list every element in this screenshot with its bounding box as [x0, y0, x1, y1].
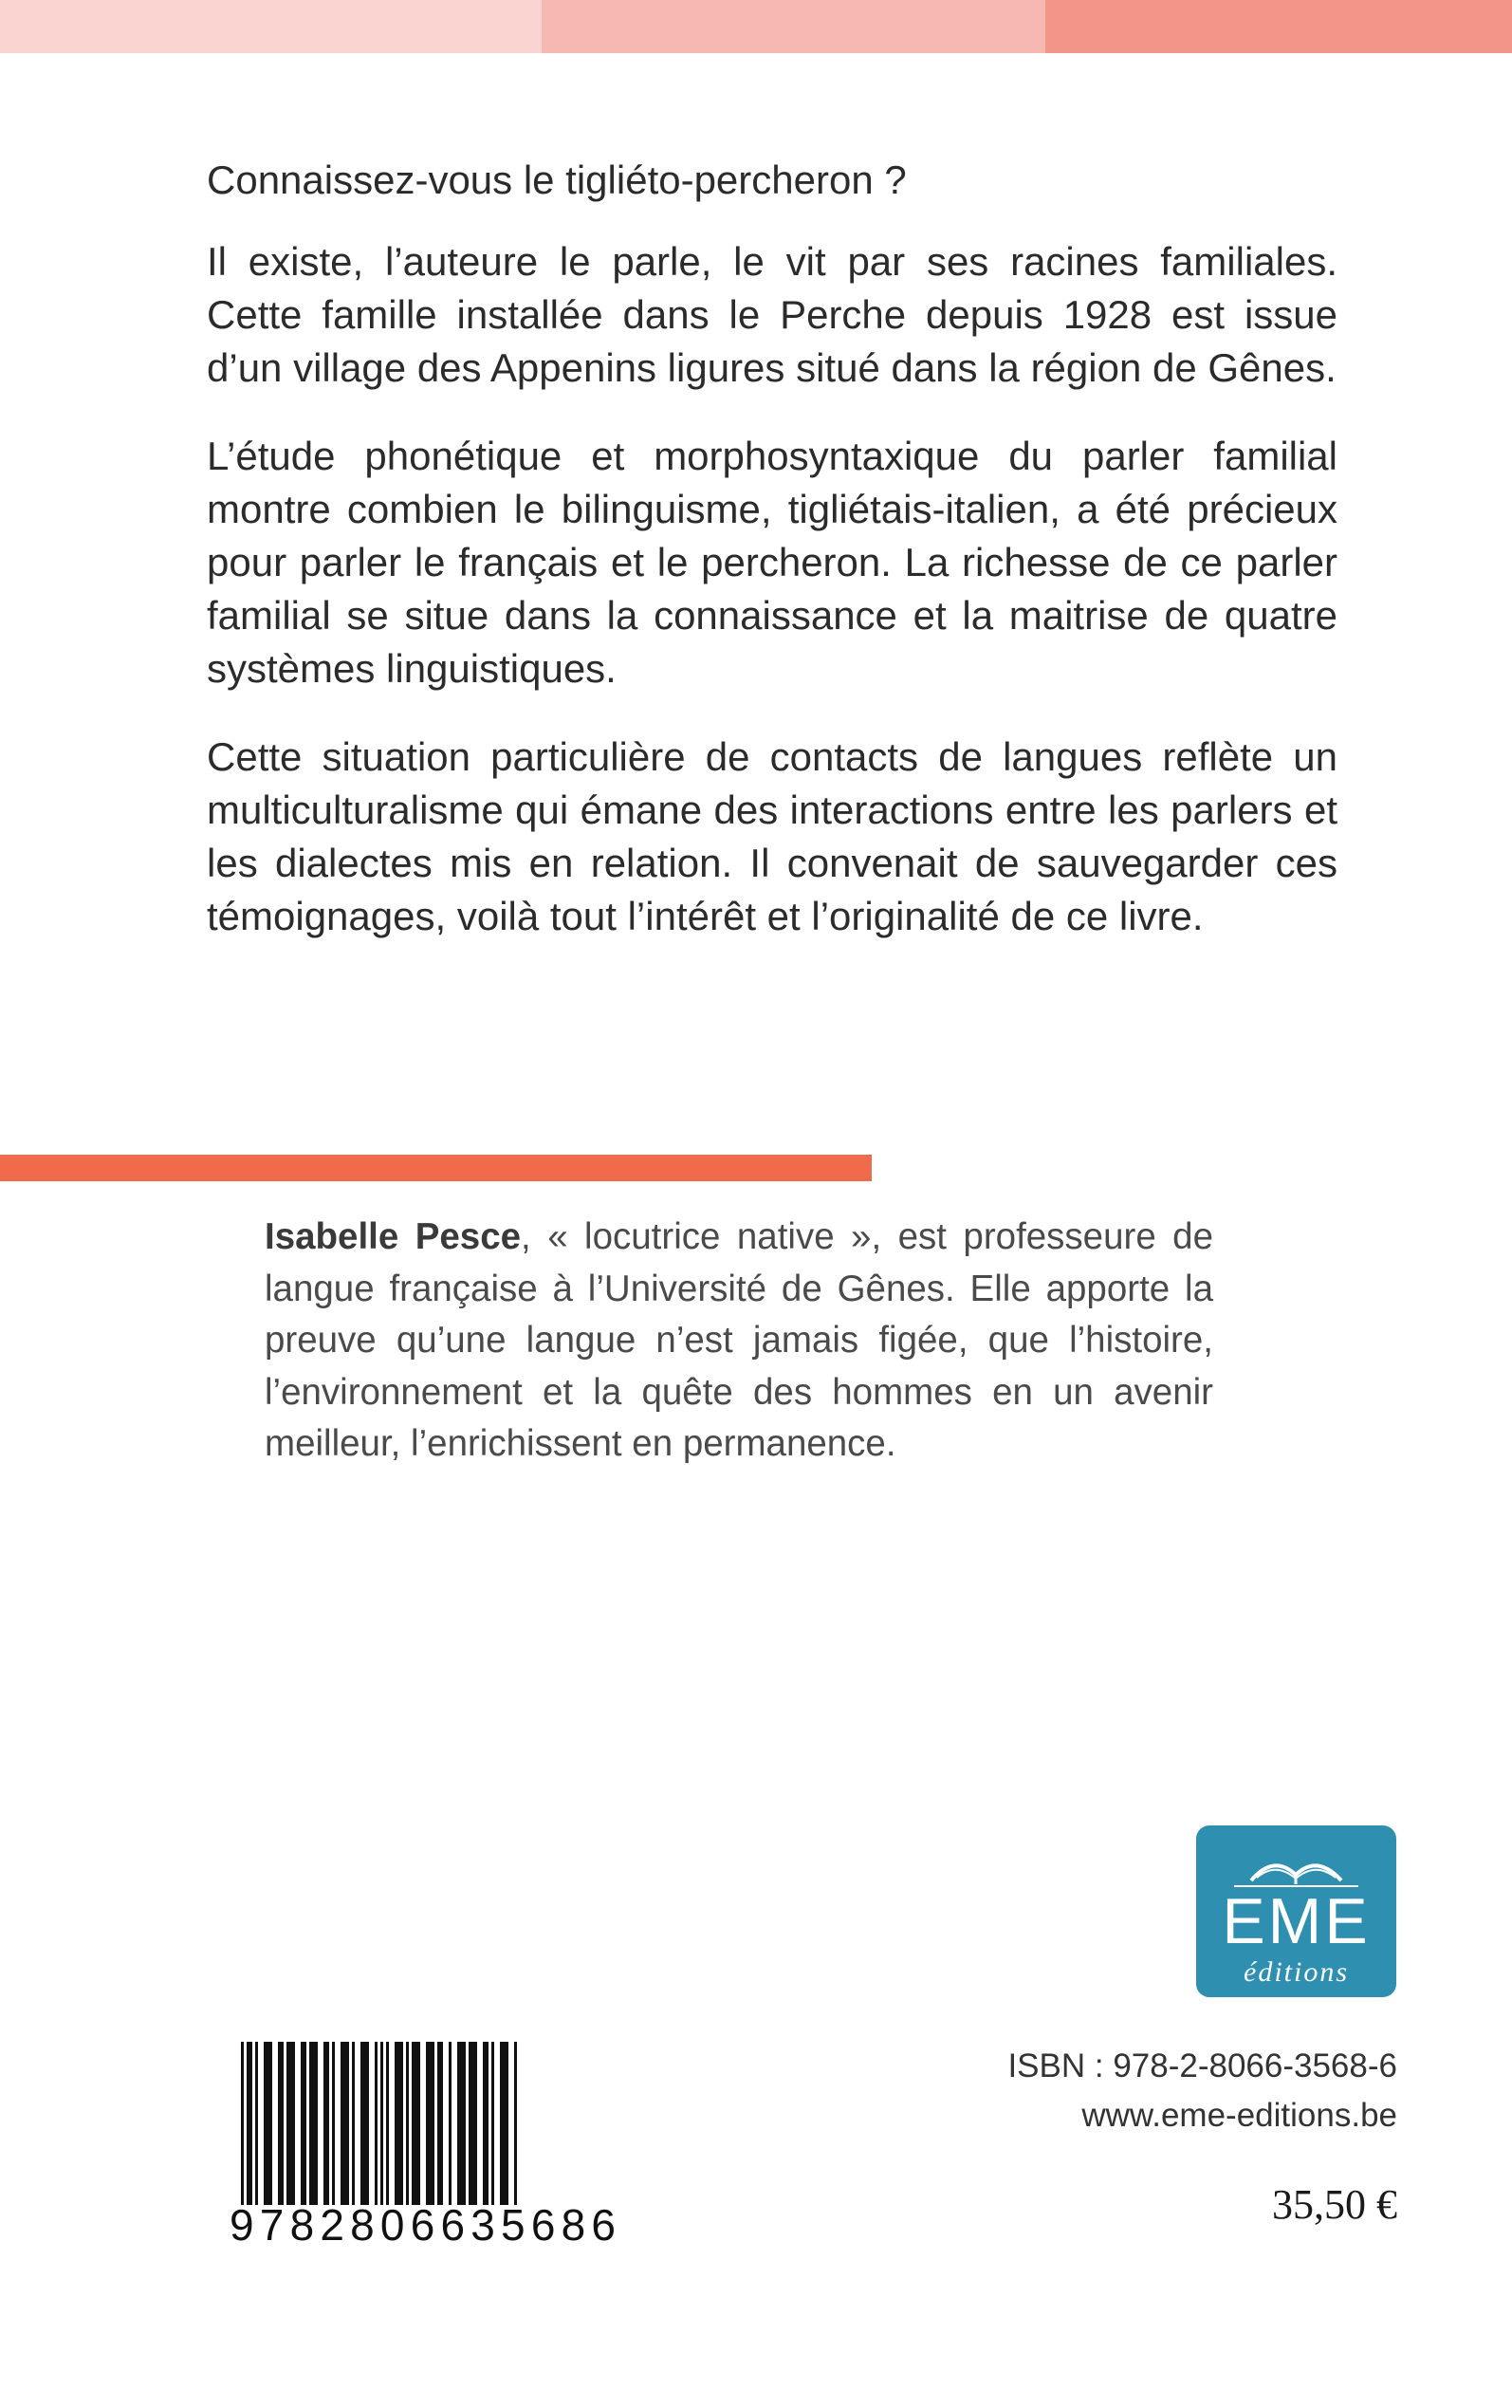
barcode-bar [241, 2042, 244, 2205]
publisher-logo-name: EME [1222, 1885, 1371, 1957]
top-band-light [0, 0, 542, 53]
barcode-bar [449, 2042, 452, 2205]
barcode-bar [286, 2042, 295, 2205]
section-divider [0, 1155, 872, 1181]
blurb-paragraph-situation: Cette situation particulière de contacts de langues reflète un multiculturalisme qui émane des interactions entre les parlers et les dialectes mis en relation. Il convenait de sauvegarder ces témoignages, voilà tout l’intérêt et l’originalité de ce livre. [207, 734, 1337, 938]
barcode-bar [500, 2042, 508, 2205]
isbn-text: ISBN : 978-2-8066-3568-6 [1007, 2047, 1397, 2084]
barcode [232, 2042, 631, 2213]
barcode-bar [491, 2042, 494, 2205]
top-band-medium [542, 0, 1045, 53]
barcode-bar [247, 2042, 252, 2205]
blurb-paragraph-study: L’étude phonétique et morphosyntaxique du parler familial montre combien le bilinguisme, tigliétais-italien, a été précieux pour parler le français et le percheron. La richesse de ce parler familial se situe dans la connaissance et la maitrise de quatre systèmes linguistiques. [207, 434, 1337, 691]
website-text: www.eme-editions.be [1081, 2097, 1397, 2134]
barcode-bar [426, 2042, 434, 2205]
barcode-bar [457, 2042, 466, 2205]
back-cover-blurb [207, 154, 1337, 978]
barcode-bar [341, 2042, 349, 2205]
barcode-bar [386, 2042, 389, 2205]
blurb-paragraph-origin: Il existe, l’auteure le parle, le vit par ses racines familiales. Cette famille installée dans le Perche depuis 1928 est issue d’un village des Appenins ligures situé dans la région de Gênes. [207, 239, 1337, 390]
barcode-bar [380, 2042, 383, 2205]
author-name: Isabelle Pesce [265, 1216, 522, 1257]
author-bio-body: , « locutrice native », est professeure de langue française à l’Université de Gênes. Elle apporte la preuve qu’une langue n’est jamais figée, que l’histoire, l’environnement et la quête des hommes en un avenir meilleur, l’enrichissent en permanence. [265, 1216, 1214, 1464]
barcode-bar [412, 2042, 420, 2205]
price: 35,50 € [1272, 2181, 1397, 2228]
barcode-bar [323, 2042, 329, 2205]
barcode-bar [309, 2042, 318, 2205]
barcode-bar [301, 2042, 306, 2205]
barcode-bar [375, 2042, 378, 2205]
barcode-bar [352, 2042, 355, 2205]
barcode-bar [264, 2042, 272, 2205]
barcode-bar [395, 2042, 403, 2205]
barcode-bar [437, 2042, 443, 2205]
barcode-bar [406, 2042, 409, 2205]
barcode-bar [332, 2042, 335, 2205]
barcode-bar [255, 2042, 258, 2205]
barcode-bar [483, 2042, 489, 2205]
blurb-question: Connaissez-vous le tigliéto-percheron ? [207, 157, 907, 202]
author-bio-text [265, 1212, 1213, 1471]
barcode-digits: 9782806635686 [230, 2200, 622, 2250]
top-band-dark [1045, 0, 1512, 53]
publisher-logo [1196, 1825, 1396, 1997]
publisher-logo-subtitle: éditions [1244, 1956, 1349, 1988]
barcode-bar [469, 2042, 477, 2205]
barcode-bar [514, 2042, 517, 2205]
author-bio [265, 1212, 1213, 1471]
publication-info [1007, 2042, 1397, 2140]
barcode-bar [360, 2042, 369, 2205]
barcode-bar [278, 2042, 284, 2205]
